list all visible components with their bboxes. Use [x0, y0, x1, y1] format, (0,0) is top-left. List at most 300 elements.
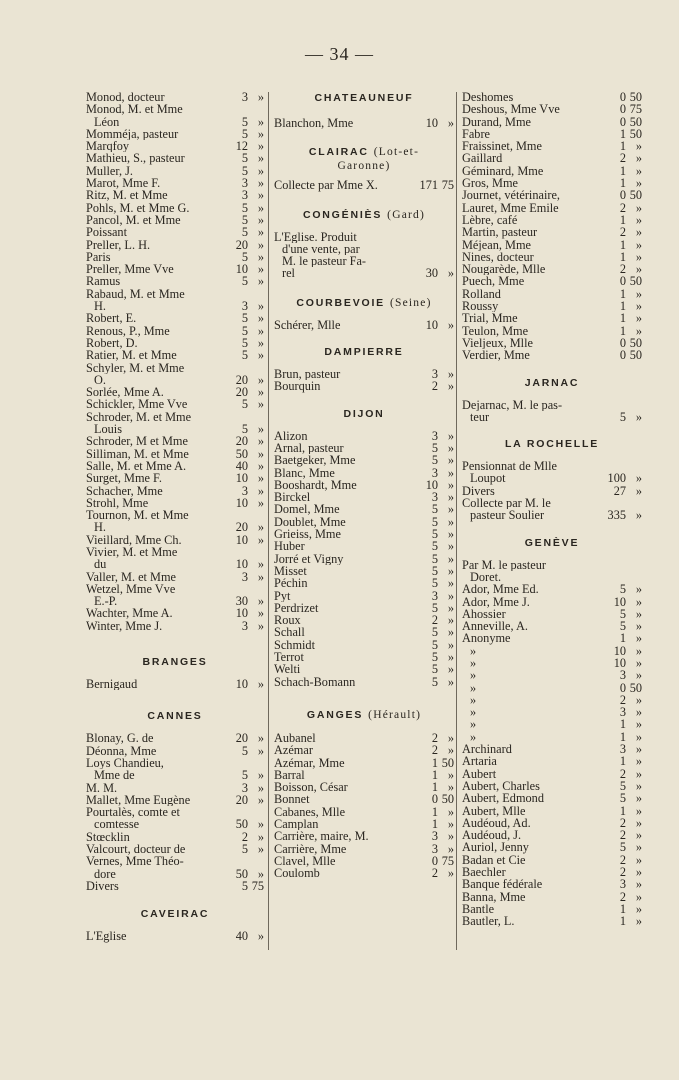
amount-francs: 1	[619, 212, 626, 227]
donor-name: Schérer, Mlle	[274, 318, 341, 332]
donor-name: Rabaud, M. et Mme	[86, 287, 185, 301]
amount-francs: 5	[431, 662, 438, 677]
donor-name: L'Eglise. Produit	[274, 230, 357, 243]
amount-francs: 5	[619, 791, 626, 806]
heading-title: COURBEVOIE	[296, 296, 385, 309]
amount-centimes: »	[257, 842, 264, 857]
amount-centimes: »	[447, 477, 454, 492]
amount-francs: 50	[235, 866, 248, 881]
donor-row	[462, 657, 642, 669]
amount-francs: 3	[241, 618, 248, 633]
amount-francs: 5	[431, 453, 438, 468]
donor-row	[274, 319, 454, 331]
amount-francs: 2	[431, 730, 438, 745]
amount-francs: 5	[619, 606, 626, 621]
column-3	[462, 91, 642, 928]
amount-francs: 1	[619, 237, 626, 252]
amount-centimes: »	[447, 440, 454, 455]
donor-name: Blonay, G. de	[86, 732, 154, 745]
amount-francs: 12	[235, 139, 248, 154]
amount-centimes: »	[635, 483, 642, 498]
amount-francs: 5	[241, 323, 248, 338]
heading-title: CONGÉNIÈS	[302, 208, 383, 221]
amount-francs: 3	[241, 90, 248, 104]
amount-centimes: »	[447, 841, 454, 856]
amount-centimes: »	[447, 662, 454, 677]
amount-centimes: »	[447, 116, 454, 130]
donor-name: Schroder, M et Mme	[86, 435, 188, 448]
donor-name: Wetzel, Mme Vve	[86, 582, 176, 596]
amount-centimes: 50	[629, 274, 642, 289]
donor-name: Géminard, Mme	[462, 164, 544, 178]
donor-row	[86, 214, 264, 226]
amount-francs: 3	[431, 490, 438, 505]
donor-name: Archinard	[462, 743, 512, 756]
amount-francs: 3	[241, 569, 248, 584]
amount-centimes: »	[635, 815, 642, 830]
donor-row	[274, 117, 454, 129]
amount-centimes: »	[635, 151, 642, 166]
spacer	[274, 359, 454, 368]
donor-name: Wachter, Mme A.	[86, 607, 173, 620]
donor-row	[86, 411, 264, 423]
donor-name: Anonyme	[462, 632, 511, 645]
donor-name: Auriol, Jenny	[462, 841, 529, 854]
amount-francs: 5	[241, 212, 248, 227]
amount-centimes: »	[635, 766, 642, 781]
spacer	[462, 522, 642, 536]
amount-francs: 30	[235, 594, 248, 609]
donor-name: Domel, Mme	[274, 503, 340, 516]
spacer	[462, 423, 642, 437]
amount-francs: 0	[619, 680, 626, 695]
donor-name: Boisson, César	[274, 781, 348, 794]
donor-name: Carrière, Mme	[274, 842, 347, 855]
amount-francs: 20	[235, 385, 248, 400]
donor-row	[462, 682, 642, 694]
donor-name: Aubanel	[274, 731, 316, 745]
donor-row	[86, 362, 264, 374]
donor-row	[274, 757, 454, 769]
donor-row	[274, 626, 454, 638]
amount-centimes: »	[447, 563, 454, 578]
donor-row	[86, 880, 264, 892]
amount-centimes: »	[635, 717, 642, 732]
donor-name: Bautler, L.	[462, 915, 515, 928]
donor-name: Pourtalès, comte et	[86, 806, 180, 819]
donor-row	[274, 380, 454, 392]
amount-francs: 10	[235, 606, 248, 621]
amount-centimes: »	[257, 237, 264, 252]
amount-francs: 5	[431, 563, 438, 578]
amount-centimes: »	[447, 743, 454, 758]
amount-centimes: »	[635, 262, 642, 277]
amount-francs: 1	[619, 323, 626, 338]
donor-name: Louis	[94, 423, 123, 436]
amount-centimes: »	[447, 650, 454, 665]
donor-row	[462, 620, 642, 632]
amount-centimes: »	[257, 323, 264, 338]
heading-title: LA ROCHELLE	[504, 438, 600, 451]
donor-row	[274, 267, 454, 279]
donor-row	[86, 263, 264, 275]
amount-centimes: »	[257, 677, 264, 692]
donor-name: Bernigaud	[86, 678, 138, 691]
amount-francs: 2	[619, 692, 626, 707]
amount-centimes: »	[257, 126, 264, 141]
amount-francs: 5	[431, 539, 438, 554]
donor-name: Péchin	[274, 577, 308, 590]
spacer	[274, 129, 454, 145]
donor-name: Rolland	[462, 287, 501, 301]
donor-name: teur	[470, 410, 490, 424]
donor-name: Bantle	[462, 902, 495, 916]
heading-region: (Lot-et-	[373, 146, 420, 159]
amount-francs: 5	[241, 397, 248, 412]
amount-centimes: »	[447, 367, 454, 382]
donor-row	[86, 769, 264, 781]
amount-centimes: »	[447, 674, 454, 689]
donor-name: Ratier, M. et Mme	[86, 349, 177, 362]
amount-centimes: 50	[629, 335, 642, 350]
donor-name: Misset	[274, 564, 307, 578]
amount-francs: 3	[241, 483, 248, 498]
amount-centimes: »	[257, 249, 264, 264]
donor-row	[462, 805, 642, 817]
donor-name: Muller, J.	[86, 164, 133, 178]
amount-centimes: »	[635, 286, 642, 301]
donor-name: L'Eglise	[86, 930, 127, 943]
amount-centimes: »	[257, 188, 264, 203]
amount-centimes: 50	[441, 792, 454, 807]
section-heading	[86, 906, 264, 922]
amount-francs: 2	[431, 743, 438, 758]
amount-francs: 50	[235, 817, 248, 832]
donor-name: Collecte par Mme X.	[274, 179, 378, 192]
donor-name: Terrot	[274, 651, 304, 664]
amount-centimes: 75	[441, 853, 454, 868]
heading-title: DAMPIERRE	[324, 346, 404, 359]
amount-francs: 5	[241, 842, 248, 857]
donor-row	[462, 226, 642, 238]
donor-row	[462, 780, 642, 792]
donor-name: Winter, Mme J.	[86, 619, 163, 633]
column-rule	[268, 92, 269, 950]
amount-francs: 5	[241, 348, 248, 363]
amount-centimes: »	[635, 643, 642, 658]
donor-row	[462, 177, 642, 189]
amount-francs: 3	[619, 742, 626, 757]
heading-region: (Seine)	[389, 296, 432, 309]
amount-francs: 3	[431, 428, 438, 443]
amount-francs: 1	[619, 754, 626, 769]
section-heading	[274, 145, 454, 159]
amount-centimes: 50	[629, 188, 642, 203]
donor-name: Camplan	[274, 817, 319, 831]
donor-name: Vieillard, Mme Ch.	[86, 533, 182, 546]
donor-name: Brun, pasteur	[274, 368, 341, 381]
amount-centimes: »	[257, 397, 264, 412]
donor-row	[86, 288, 264, 300]
amount-francs: 5	[241, 335, 248, 350]
amount-centimes: »	[257, 780, 264, 795]
amount-francs: 2	[619, 200, 626, 215]
amount-francs: 3	[431, 465, 438, 480]
donor-name: Audéoud, J.	[462, 829, 522, 842]
amount-centimes: »	[635, 803, 642, 818]
donor-name: Doret.	[470, 570, 502, 584]
donor-row	[462, 509, 642, 521]
donor-name: Blanchon, Mme	[274, 117, 354, 130]
donor-row	[86, 140, 264, 152]
amount-francs: 3	[431, 829, 438, 844]
section-heading	[86, 654, 264, 670]
donor-row	[462, 903, 642, 915]
amount-francs: 5	[619, 840, 626, 855]
amount-centimes: »	[635, 200, 642, 215]
donor-row	[86, 678, 264, 690]
section-heading	[274, 159, 454, 173]
donor-name: Jorré et Vigny	[274, 552, 344, 565]
amount-francs: 5	[431, 650, 438, 665]
donor-row	[462, 829, 642, 841]
spacer	[274, 331, 454, 345]
donor-row	[274, 565, 454, 577]
donor-name: Preller, L. H.	[86, 238, 151, 251]
amount-centimes: »	[635, 828, 642, 843]
donor-row	[462, 694, 642, 706]
donor-name: Schickler, Mme Vve	[86, 398, 188, 411]
donor-row	[462, 91, 642, 103]
spacer	[462, 390, 642, 399]
donor-row	[86, 152, 264, 164]
donor-name: Mme de	[94, 769, 135, 782]
donor-row	[274, 540, 454, 552]
donor-name: Léon	[94, 115, 120, 128]
donor-name: Schacher, Mme	[86, 484, 163, 497]
amount-francs: 1	[619, 139, 626, 154]
amount-francs: 20	[235, 237, 248, 252]
donor-row	[274, 676, 454, 688]
section-heading	[274, 708, 454, 722]
donor-row	[86, 571, 264, 583]
donor-row	[462, 325, 642, 337]
donor-row	[462, 202, 642, 214]
heading-title: BRANGES	[142, 656, 208, 669]
donor-name: Robert, E.	[86, 312, 137, 325]
donor-row	[462, 140, 642, 152]
amount-francs: 5	[241, 163, 248, 178]
amount-centimes: »	[257, 335, 264, 350]
donor-name: »	[470, 730, 477, 744]
donor-row	[86, 732, 264, 744]
amount-francs: 1	[619, 901, 626, 916]
amount-francs: 10	[425, 116, 438, 130]
donor-row	[274, 769, 454, 781]
amount-centimes: »	[257, 866, 264, 881]
donor-row	[86, 607, 264, 619]
amount-francs: 5	[431, 600, 438, 615]
donor-row	[86, 349, 264, 361]
amount-francs: 5	[431, 551, 438, 566]
amount-centimes: »	[447, 539, 454, 554]
spacer	[274, 393, 454, 407]
amount-centimes: »	[257, 212, 264, 227]
donor-name: Valler, M. et Mme	[86, 570, 177, 583]
donor-name: Barral	[274, 768, 305, 782]
amount-centimes: »	[635, 742, 642, 757]
amount-francs: 2	[619, 852, 626, 867]
amount-francs: 50	[235, 446, 248, 461]
amount-francs: 5	[431, 440, 438, 455]
section-heading	[274, 208, 454, 222]
amount-francs: 1	[619, 176, 626, 191]
amount-centimes: »	[257, 151, 264, 166]
donor-name: Clavel, Mlle	[274, 854, 336, 868]
donor-name: O.	[94, 373, 106, 387]
donor-name: Deshomes	[462, 91, 514, 104]
donor-row	[274, 577, 454, 589]
amount-centimes: »	[257, 348, 264, 363]
donor-name: Schall	[274, 626, 305, 639]
donor-row	[274, 614, 454, 626]
amount-francs: 2	[431, 613, 438, 628]
donor-row	[274, 179, 454, 191]
amount-centimes: »	[257, 483, 264, 498]
spacer	[274, 722, 454, 732]
amount-centimes: »	[257, 372, 264, 387]
donor-name: Renous, P., Mme	[86, 324, 170, 337]
donor-name: Nougarède, Mlle	[462, 263, 546, 276]
donor-row	[274, 243, 454, 255]
amount-centimes: 50	[629, 114, 642, 129]
donor-name: Stœcklin	[86, 830, 130, 844]
amount-centimes: »	[447, 637, 454, 652]
amount-francs: 0	[619, 102, 626, 117]
donor-name: Alizon	[274, 429, 308, 442]
spacer	[462, 362, 642, 376]
donor-name: Ritz, M. et Mme	[86, 189, 168, 202]
amount-francs: 3	[431, 367, 438, 382]
amount-centimes: »	[257, 594, 264, 609]
donor-row	[274, 806, 454, 818]
amount-francs: 0	[619, 348, 626, 363]
amount-francs: 1	[431, 816, 438, 831]
donor-name: Nines, docteur	[462, 250, 534, 264]
donor-name: Azémar	[274, 744, 313, 757]
amount-centimes: »	[635, 163, 642, 178]
donor-row	[86, 534, 264, 546]
donor-row	[86, 202, 264, 214]
spacer	[274, 222, 454, 231]
donor-row	[86, 91, 264, 103]
amount-centimes: »	[257, 385, 264, 400]
amount-francs: 5	[241, 249, 248, 264]
column-1	[86, 91, 264, 943]
amount-francs: 2	[619, 151, 626, 166]
donor-name: Mathieu, S., pasteur	[86, 152, 185, 165]
amount-francs: 5	[241, 274, 248, 289]
amount-centimes: »	[635, 471, 642, 486]
amount-francs: 0	[619, 335, 626, 350]
amount-centimes: »	[257, 262, 264, 277]
donor-row	[462, 608, 642, 620]
amount-centimes: 75	[251, 878, 264, 893]
amount-francs: 1	[619, 163, 626, 178]
amount-centimes: »	[257, 557, 264, 572]
donor-row	[462, 128, 642, 140]
donor-row	[462, 583, 642, 595]
amount-centimes: »	[635, 594, 642, 609]
donor-row	[274, 528, 454, 540]
donor-row	[274, 430, 454, 442]
donor-row	[274, 442, 454, 454]
amount-centimes: »	[635, 889, 642, 904]
donor-row	[462, 263, 642, 275]
donor-name: Verdier, Mme	[462, 349, 530, 362]
amount-francs: 5	[619, 409, 626, 424]
amount-centimes: »	[257, 768, 264, 783]
donor-name: Vivier, M. et Mme	[86, 545, 178, 559]
amount-centimes: »	[635, 176, 642, 191]
donor-row	[462, 239, 642, 251]
donor-name: Baechler	[462, 866, 506, 879]
amount-centimes: »	[257, 929, 264, 944]
amount-centimes: »	[447, 490, 454, 505]
heading-title: CANNES	[147, 710, 203, 723]
amount-francs: 5	[619, 619, 626, 634]
amount-centimes: »	[257, 176, 264, 191]
heading-title: JARNAC	[524, 376, 580, 389]
amount-centimes: »	[635, 323, 642, 338]
amount-centimes: »	[447, 730, 454, 745]
amount-centimes: »	[635, 631, 642, 646]
amount-centimes: »	[257, 520, 264, 535]
donor-name: Gaillard	[462, 152, 503, 165]
donor-name: Cabanes, Mlle	[274, 805, 346, 818]
amount-centimes: »	[257, 458, 264, 473]
column-rule	[456, 92, 457, 950]
amount-francs: 20	[235, 372, 248, 387]
donor-name: Schroder, M. et Mme	[86, 410, 192, 424]
amount-francs: 5	[431, 576, 438, 591]
amount-centimes: »	[635, 409, 642, 424]
donor-name: Baetgeker, Mme	[274, 454, 356, 467]
donor-row	[86, 831, 264, 843]
amount-francs: 0	[431, 792, 438, 807]
spacer	[86, 892, 264, 906]
donor-name: Pohls, M. et Mme G.	[86, 201, 190, 214]
amount-francs: 2	[431, 866, 438, 881]
donor-row	[462, 116, 642, 128]
amount-francs: 1	[619, 729, 626, 744]
donor-name: Birckel	[274, 491, 311, 504]
amount-centimes: »	[635, 729, 642, 744]
amount-francs: 27	[613, 483, 626, 498]
donor-name: Pensionnat de Mlle	[462, 460, 557, 473]
amount-centimes: »	[447, 514, 454, 529]
donor-name: »	[470, 706, 477, 719]
amount-francs: 10	[235, 532, 248, 547]
donor-row	[274, 818, 454, 830]
heading-title: GANGES	[306, 708, 364, 721]
amount-centimes: »	[447, 428, 454, 443]
donor-row	[86, 930, 264, 942]
donor-row	[274, 651, 454, 663]
donor-name: Badan et Cie	[462, 853, 526, 867]
amount-centimes: »	[257, 731, 264, 746]
amount-centimes: »	[635, 508, 642, 523]
